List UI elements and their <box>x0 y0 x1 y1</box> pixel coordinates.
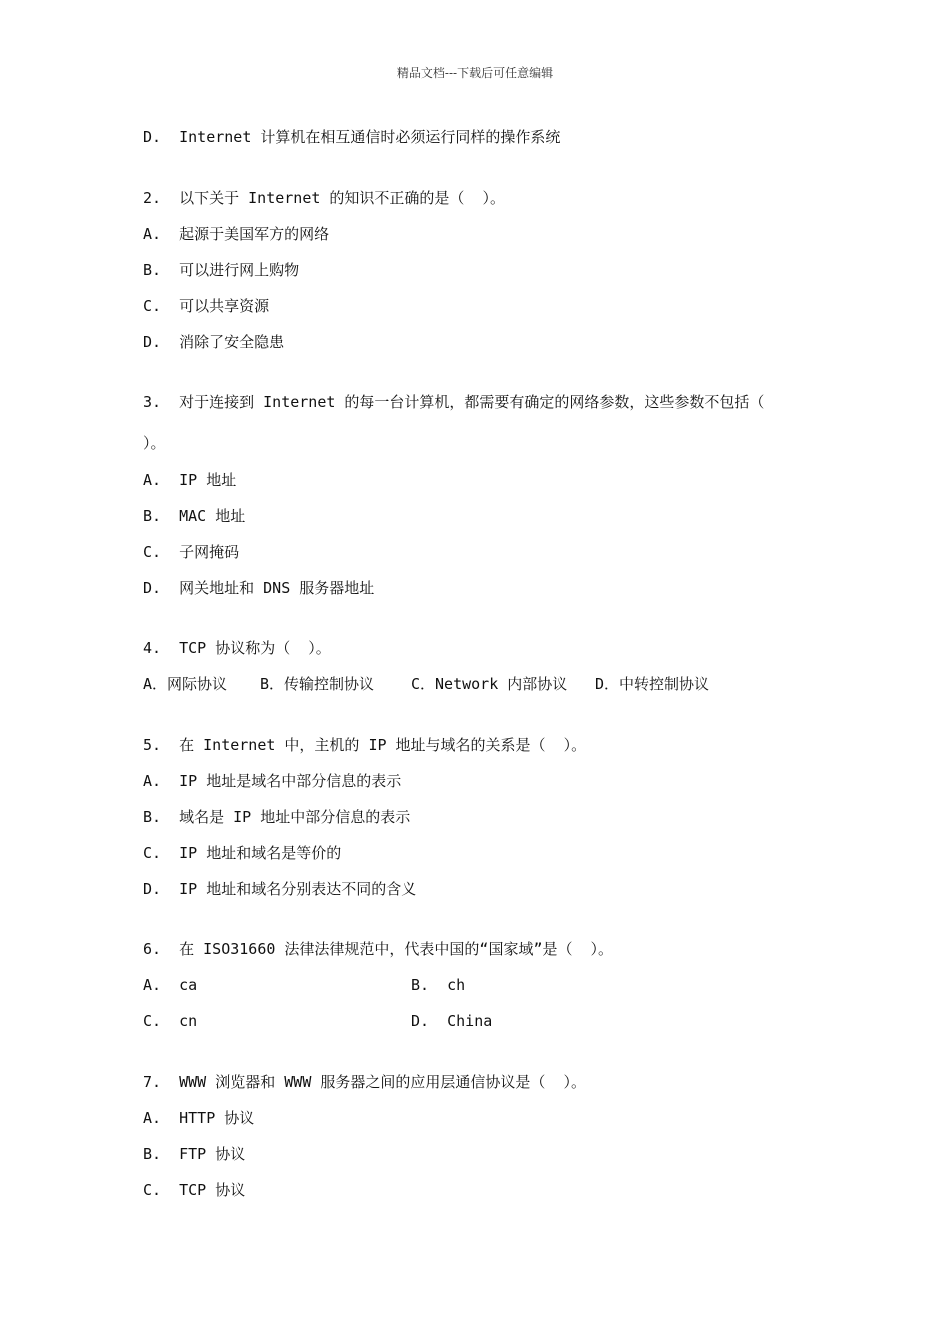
q6-option-a: A. ca <box>143 976 198 994</box>
q4-option-d: D．中转控制协议 <box>595 675 710 693</box>
q7-option-c: C. TCP 协议 <box>143 1181 246 1199</box>
q4-stem: 4. TCP 协议称为（ ）。 <box>143 639 331 657</box>
page-header: 精品文档---下载后可任意编辑 <box>396 66 554 80</box>
q4-option-c: C．Network 内部协议 <box>411 675 568 693</box>
q2-stem: 2. 以下关于 Internet 的知识不正确的是（ ）。 <box>143 189 505 207</box>
q3-option-c: C. 子网掩码 <box>143 543 240 561</box>
q3-stem-line1: 3. 对于连接到 Internet 的每一台计算机，都需要有确定的网络参数，这些参数不包括（ <box>143 393 765 411</box>
q1-option-d: D. Internet 计算机在相互通信时必须运行同样的操作系统 <box>143 128 561 146</box>
q7-option-b: B. FTP 协议 <box>143 1145 246 1163</box>
q7-option-a: A. HTTP 协议 <box>143 1109 255 1127</box>
q3-stem-line2: ）。 <box>143 434 166 452</box>
q5-option-c: C. IP 地址和域名是等价的 <box>143 844 342 862</box>
q5-stem: 5. 在 Internet 中，主机的 IP 地址与域名的关系是（ ）。 <box>143 736 587 754</box>
q6-stem: 6. 在 ISO31660 法律法律规范中，代表中国的“国家域”是（ ）。 <box>143 940 614 958</box>
q2-option-d: D. 消除了安全隐患 <box>143 333 285 351</box>
q5-option-d: D. IP 地址和域名分别表达不同的含义 <box>143 880 417 898</box>
q4-option-a: A．网际协议 <box>143 675 228 693</box>
q4-option-b: B．传输控制协议 <box>260 675 375 693</box>
q5-option-b: B. 域名是 IP 地址中部分信息的表示 <box>143 808 411 826</box>
q2-option-c: C. 可以共享资源 <box>143 297 270 315</box>
q6-option-d: D. China <box>411 1012 493 1030</box>
q7-stem: 7. WWW 浏览器和 WWW 服务器之间的应用层通信协议是（ ）。 <box>143 1073 586 1091</box>
q3-option-a: A. IP 地址 <box>143 471 237 489</box>
q6-option-b: B. ch <box>411 976 466 994</box>
q2-option-a: A. 起源于美国军方的网络 <box>143 225 330 243</box>
q3-option-b: B. MAC 地址 <box>143 507 246 525</box>
q5-option-a: A. IP 地址是域名中部分信息的表示 <box>143 772 402 790</box>
q3-option-d: D. 网关地址和 DNS 服务器地址 <box>143 579 375 597</box>
q2-option-b: B. 可以进行网上购物 <box>143 261 300 279</box>
q6-option-c: C. cn <box>143 1012 198 1030</box>
